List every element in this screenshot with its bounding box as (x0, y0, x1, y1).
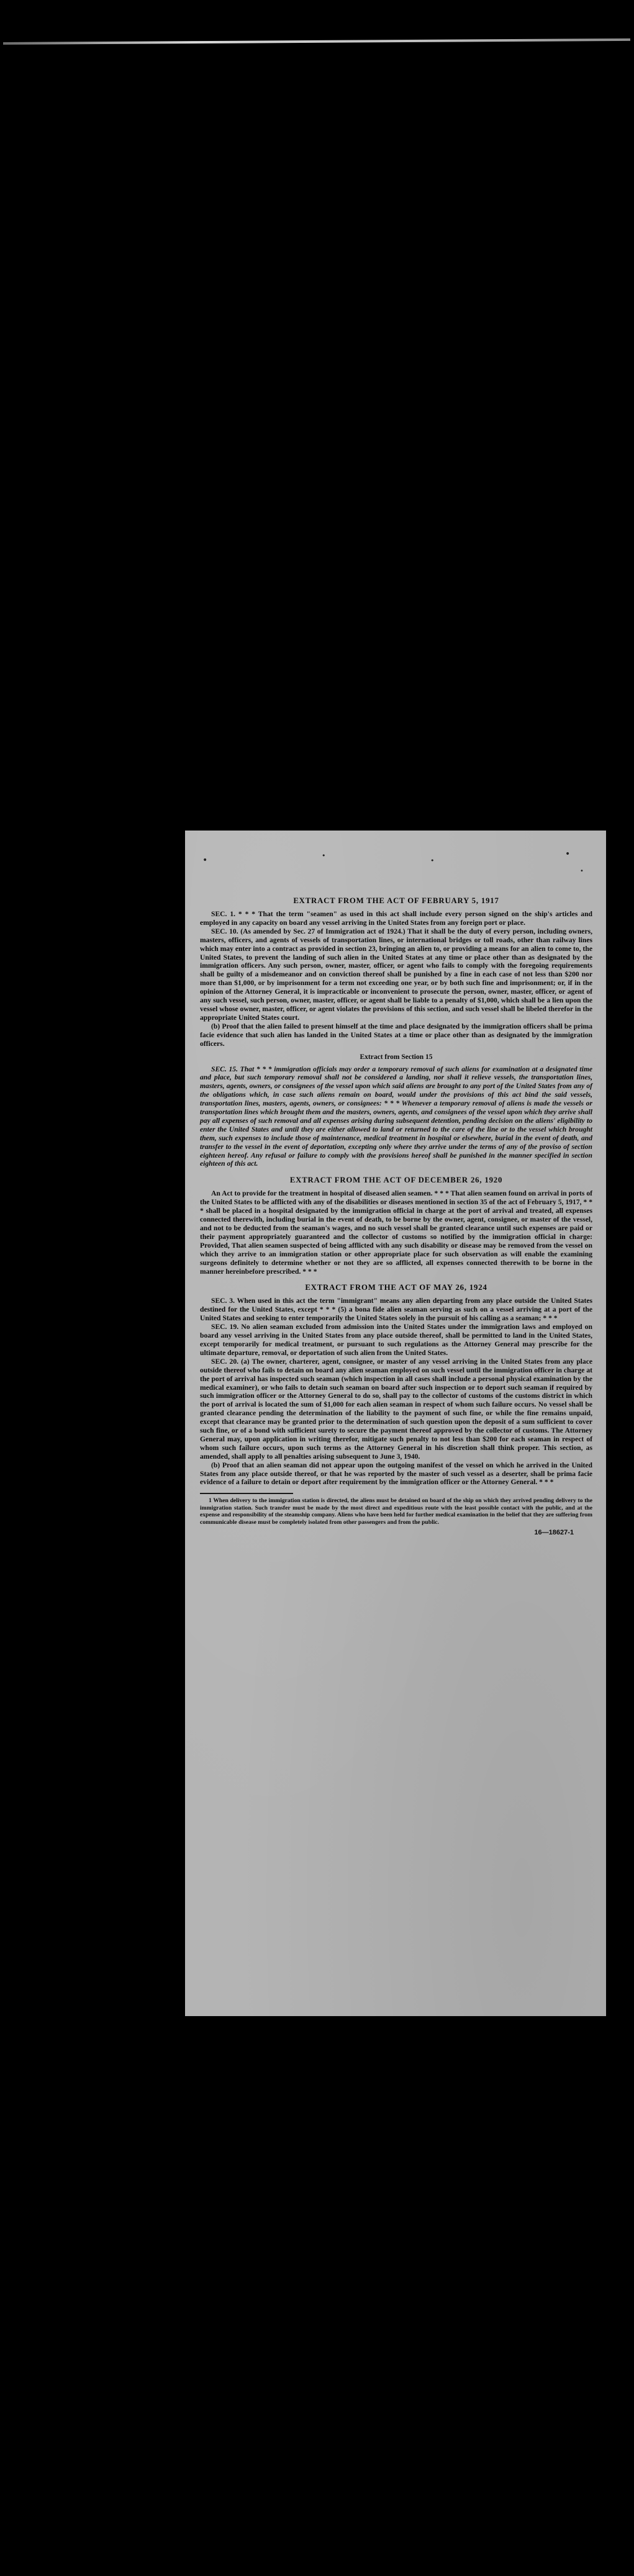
paragraph-sec-20b: (b) Proof that an alien seaman did not appear upon the outgoing manifest of the vessel on which he arrived in the United States from any place outside thereof, or that he was reported by the master of such vessel as a deserter, shall be prima facie evidence of a failure to detain or deport after requirement by the immigration officer or the Attorney General. * * * (200, 1461, 592, 1487)
paragraph-sec-20a: SEC. 20. (a) The owner, charterer, agent, consignee, or master of any vessel arriving in the United States from any place outside thereof who fails to detain on board any alien seaman employed on such vessel until the immigration officer in charge at the port of arrival has inspected such seaman (which inspection in all cases shall include a personal physical examination by the medical examiner), or who fails to detain such seaman on board after such inspection or to deport such seaman if required by such immigration officer or the Attorney General to do so, shall pay to the collector of customs of the customs district in which the port of arrival is located the sum of $1,000 for each alien seaman in respect of whom such failure occurs. No vessel shall be granted clearance pending the determination of the liability to the payment of such fine, or while the fine remains unpaid, except that clearance may be granted prior to the determination of such question upon the deposit of a sum sufficient to cover such fine, or of a bond with sufficient surety to secure the payment thereof approved by the collector of customs. The Attorney General may, upon application in writing therefor, mitigate such penalty to not less than $200 for each seaman in respect of whom such failure occurs, upon such terms as the Attorney General in his discretion shall think proper. This section, as amended, shall apply to all penalties arising subsequent to June 3, 1940. (200, 1357, 592, 1461)
dot-mark: • (580, 868, 584, 875)
paragraph-sec-3: SEC. 3. When used in this act the term "immigrant" means any alien departing from any place outside the United States destined for the United States, except * * * (5) a bona fide alien seaman serving as such on a vessel arriving at a port of the United States and seeking to enter temporarily the United States solely in the pursuit of his calling as a seaman; * * * (200, 1297, 592, 1323)
paragraph-sec-1: SEC. 1. * * * That the term "seamen" as used in this act shall include every person signed on the ship's articles and employed in any capacity on board any vessel arriving in the United States from any foreign port or place. (200, 910, 592, 927)
dot-mark: • (322, 852, 326, 860)
paragraph-sec-19: SEC. 19. No alien seaman excluded from admission into the United States under the immigration laws and employed on board any vessel arriving in the United States from any place outside thereof, shall be permitted to land in the United States, except temporarily for medical treatment, or pursuant to such regulations as the Attorney General may prescribe for the ultimate departure, removal, or deportation of such alien from the United States. (200, 1323, 592, 1357)
document-page (185, 831, 606, 2016)
paragraph-act-1920: An Act to provide for the treatment in hospital of diseased alien seamen. * * * That alien seamen found on arrival in ports of the United States to be afflicted with any of the disabilities or diseases mentioned in section 35 of the act of February 5, 1917, * * * shall be placed in a hospital designated by the immigration official in charge at the port of arrival and treated, all expenses connected therewith, including burial in the event of death, to be borne by the owner, agent, consignee, or master of the vessel, and not to be deducted from the seaman's wages, and no such vessel shall be granted clearance until such expenses are paid or their payment appropriately guaranteed and the collector of customs so notified by the immigration official in charge: Provided, That alien seamen suspected of being afflicted with any such disability or disease may be removed from the vessel on which they arrive to an immigration station or other appropriate place for such observation as will enable the examining surgeons definitely to determine whether or not they are so afflicted, all expenses connected therewith to be borne in the manner hereinbefore prescribed. * * * (200, 1189, 592, 1276)
heading-act-1920: EXTRACT FROM THE ACT OF DECEMBER 26, 1920 (289, 1176, 503, 1185)
dot-mark: • (565, 849, 571, 859)
paragraph-sec-15: SEC. 15. That * * * immigration officials may order a temporary removal of such aliens for examination at a designated time and place, but such temporary removal shall not be considered a landing, nor shall it relieve vessels, the transportation lines, masters, agents, owners, or consignees of the vessel upon which said aliens are brought to any port of the United States from any of the obligations which, in case such aliens remain on board, would under the provisions of this act bind the said vessels, transportation lines, masters, agents, owners, or consignees: * * * Whenever a temporary removal of aliens is made the vessels or transportation lines which brought them and the masters, owners, agents, and consignees of the vessel upon which they arrive shall pay all expenses of such removal and all expenses arising during subsequent detention, pending decision on the aliens' eligibility to enter the United States and until they are either allowed to land or returned to the care of the line or to the vessel which brought them, such expenses to include those of maintenance, medical treatment in hospital or elsewhere, burial in the event of death, and transfer to the vessel in the event of deportation, excepting only where they arrive under the terms of any of the proviso of section eighteen hereof. Any refusal or failure to comply with the provisions hereof shall be punished in the manner specified in section eighteen of this act. (200, 1065, 592, 1168)
dot-mark: • (430, 857, 435, 865)
heading-act-1924: EXTRACT FROM THE ACT OF MAY 26, 1924 (305, 1283, 487, 1292)
paragraph-sec-10: SEC. 10. (As amended by Sec. 27 of Immigration act of 1924.) That it shall be the duty of every person, including owners, masters, officers, and agents of vessels of transportation lines, or international bridges or toll roads, other than railway lines which may enter into a contract as provided in section 23, bringing an alien to, or providing a means for an alien to come to, the United States, to prevent the landing of such alien in the United States at any time or place other than as designated by the immigration officers. Any such person, owner, master, officer, or agent who fails to comply with the foregoing requirements shall be guilty of a misdemeanor and on conviction thereof shall be punished by a fine in each case of not less than $200 nor more than $1,000, or by imprisonment for a term not exceeding one year, or by both such fine and imprisonment; or, if in the opinion of the Attorney General, it is impracticable or inconvenient to prosecute the person, owner, master, officer, or agent of any such vessel, such person, owner, master, officer, or agent shall be liable to a penalty of $1,000, which shall be a lien upon the vessel whose owner, master, officer, or agent violates the provisions of this section, and such vessel shall be libeled therefor in the appropriate United States court. (200, 927, 592, 1022)
dot-mark: • (202, 855, 208, 865)
footnote-divider (200, 1493, 293, 1494)
subheading-section-15: Extract from Section 15 (360, 1053, 433, 1061)
paragraph-sec-10b: (b) Proof that the alien failed to present himself at the time and place designated by the immigration officers shall be prima facie evidence that such alien has landed in the United States at a time or place other than as designated by the immigration officers. (200, 1022, 592, 1048)
footnote: 1 When delivery to the immigration station is directed, the aliens must be detained on board of the ship on which they arrived pending delivery to the immigration station. Such transfer must be made by the most direct and expeditious route with the least possible contact with the public, and at the expense and responsibility of the steamship company. Aliens who have been held for further medical examination in the belief that they are suffering from communicable disease must be completely isolated from other passengers and from the public. (200, 1497, 592, 1526)
heading-act-1917: EXTRACT FROM THE ACT OF FEBRUARY 5, 1917 (293, 896, 499, 905)
form-code: 16—18627-1 (534, 1529, 574, 1537)
top-edge-rule (3, 38, 630, 45)
